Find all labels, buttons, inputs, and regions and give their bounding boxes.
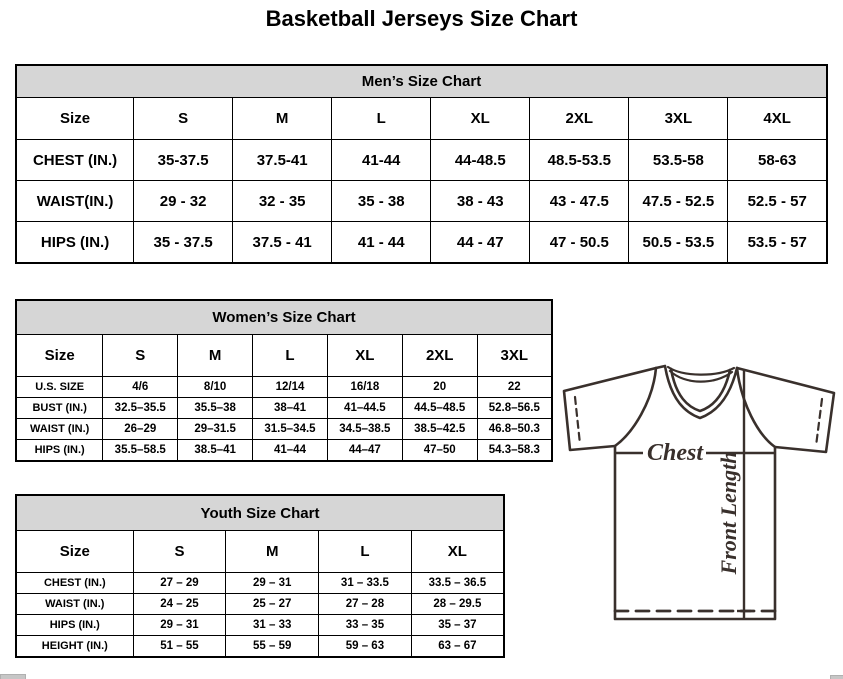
size-value-cell: 24 – 25 (133, 594, 226, 615)
size-value-cell: 44 - 47 (431, 222, 530, 264)
size-value-cell: 55 – 59 (226, 636, 319, 658)
size-value-cell: 38–41 (253, 398, 328, 419)
column-header: 3XL (629, 98, 728, 140)
size-value-cell: 35 - 38 (332, 181, 431, 222)
size-value-cell: 38.5–42.5 (402, 419, 477, 440)
size-value-cell: 29 – 31 (133, 615, 226, 636)
table-title: Youth Size Chart (16, 495, 504, 531)
column-header: 3XL (477, 335, 552, 377)
left-cuff-stitch-icon (575, 397, 580, 444)
column-header: L (332, 98, 431, 140)
header-row (16, 335, 552, 377)
size-value-cell: 44-48.5 (431, 140, 530, 181)
table-row (16, 636, 504, 658)
size-value-cell: 44.5–48.5 (402, 398, 477, 419)
row-label: WAIST (IN.) (16, 419, 103, 440)
table-row (16, 594, 504, 615)
size-value-cell: 12/14 (253, 377, 328, 398)
column-header: M (226, 531, 319, 573)
column-header: S (133, 531, 226, 573)
size-value-cell: 34.5–38.5 (327, 419, 402, 440)
scrollbar-fragment-right[interactable] (830, 675, 843, 679)
size-value-cell: 47 - 50.5 (530, 222, 629, 264)
size-value-cell: 8/10 (178, 377, 253, 398)
header-row (16, 531, 504, 573)
size-value-cell: 27 – 29 (133, 573, 226, 594)
size-value-cell: 31 – 33 (226, 615, 319, 636)
size-value-cell: 22 (477, 377, 552, 398)
size-value-cell: 44–47 (327, 440, 402, 462)
size-value-cell: 41–44.5 (327, 398, 402, 419)
size-value-cell: 63 – 67 (411, 636, 504, 658)
size-value-cell: 48.5-53.5 (530, 140, 629, 181)
table-row (16, 573, 504, 594)
column-header: M (178, 335, 253, 377)
column-header: Size (16, 98, 134, 140)
row-label: U.S. SIZE (16, 377, 103, 398)
column-header: XL (327, 335, 402, 377)
row-label: CHEST (IN.) (16, 140, 134, 181)
size-value-cell: 37.5 - 41 (233, 222, 332, 264)
womens-size-table (15, 299, 553, 462)
row-label: HIPS (IN.) (16, 440, 103, 462)
table-row (16, 398, 552, 419)
size-value-cell: 38.5–41 (178, 440, 253, 462)
size-value-cell: 43 - 47.5 (530, 181, 629, 222)
size-value-cell: 52.5 - 57 (728, 181, 827, 222)
column-header: XL (411, 531, 504, 573)
size-value-cell: 35-37.5 (134, 140, 233, 181)
size-value-cell: 52.8–56.5 (477, 398, 552, 419)
right-cuff-stitch-icon (816, 399, 822, 446)
size-value-cell: 35.5–58.5 (103, 440, 178, 462)
size-value-cell: 35 - 37.5 (134, 222, 233, 264)
column-header: L (319, 531, 412, 573)
youth-size-table (15, 494, 505, 658)
table-row (16, 377, 552, 398)
size-value-cell: 58-63 (728, 140, 827, 181)
size-value-cell: 53.5-58 (629, 140, 728, 181)
column-header: XL (431, 98, 530, 140)
column-header: 2XL (402, 335, 477, 377)
size-value-cell: 4/6 (103, 377, 178, 398)
size-value-cell: 27 – 28 (319, 594, 412, 615)
table-row (16, 419, 552, 440)
size-value-cell: 29 – 31 (226, 573, 319, 594)
header-row (16, 98, 827, 140)
jersey-outline-icon (564, 366, 834, 619)
row-label: WAIST(IN.) (16, 181, 134, 222)
column-header: Size (16, 531, 133, 573)
front-length-label: Front Length (716, 451, 741, 575)
page-title: Basketball Jerseys Size Chart (265, 6, 578, 31)
size-value-cell: 32 - 35 (233, 181, 332, 222)
size-value-cell: 31 – 33.5 (319, 573, 412, 594)
row-label: HIPS (IN.) (16, 615, 133, 636)
size-value-cell: 33 – 35 (319, 615, 412, 636)
column-header: Size (16, 335, 103, 377)
size-value-cell: 28 – 29.5 (411, 594, 504, 615)
size-value-cell: 29 - 32 (134, 181, 233, 222)
table-title: Women’s Size Chart (16, 300, 552, 335)
size-value-cell: 16/18 (327, 377, 402, 398)
jersey-measurement-diagram (558, 361, 840, 629)
size-value-cell: 20 (402, 377, 477, 398)
column-header: S (134, 98, 233, 140)
size-value-cell: 26–29 (103, 419, 178, 440)
table-row (16, 615, 504, 636)
row-label: HIPS (IN.) (16, 222, 134, 264)
size-value-cell: 37.5-41 (233, 140, 332, 181)
table-row (16, 181, 827, 222)
size-value-cell: 32.5–35.5 (103, 398, 178, 419)
table-row (16, 140, 827, 181)
size-value-cell: 54.3–58.3 (477, 440, 552, 462)
column-header: 4XL (728, 98, 827, 140)
measurement-lines (616, 369, 774, 619)
size-value-cell: 25 – 27 (226, 594, 319, 615)
table-row (16, 222, 827, 264)
size-value-cell: 53.5 - 57 (728, 222, 827, 264)
size-value-cell: 59 – 63 (319, 636, 412, 658)
table-row (16, 440, 552, 462)
size-value-cell: 47–50 (402, 440, 477, 462)
column-header: 2XL (530, 98, 629, 140)
row-label: BUST (IN.) (16, 398, 103, 419)
size-value-cell: 50.5 - 53.5 (629, 222, 728, 264)
size-value-cell: 35 – 37 (411, 615, 504, 636)
column-header: M (233, 98, 332, 140)
size-value-cell: 41-44 (332, 140, 431, 181)
size-value-cell: 29–31.5 (178, 419, 253, 440)
scrollbar-fragment-left[interactable] (0, 674, 26, 679)
column-header: L (253, 335, 328, 377)
size-value-cell: 38 - 43 (431, 181, 530, 222)
row-label: HEIGHT (IN.) (16, 636, 133, 658)
size-value-cell: 46.8–50.3 (477, 419, 552, 440)
row-label: WAIST (IN.) (16, 594, 133, 615)
column-header: S (103, 335, 178, 377)
size-value-cell: 51 – 55 (133, 636, 226, 658)
mens-size-table (15, 64, 828, 264)
size-value-cell: 33.5 – 36.5 (411, 573, 504, 594)
size-value-cell: 31.5–34.5 (253, 419, 328, 440)
row-label: CHEST (IN.) (16, 573, 133, 594)
size-value-cell: 35.5–38 (178, 398, 253, 419)
size-value-cell: 47.5 - 52.5 (629, 181, 728, 222)
size-value-cell: 41–44 (253, 440, 328, 462)
size-value-cell: 41 - 44 (332, 222, 431, 264)
chest-label: Chest (646, 440, 704, 466)
table-title: Men’s Size Chart (16, 65, 827, 98)
